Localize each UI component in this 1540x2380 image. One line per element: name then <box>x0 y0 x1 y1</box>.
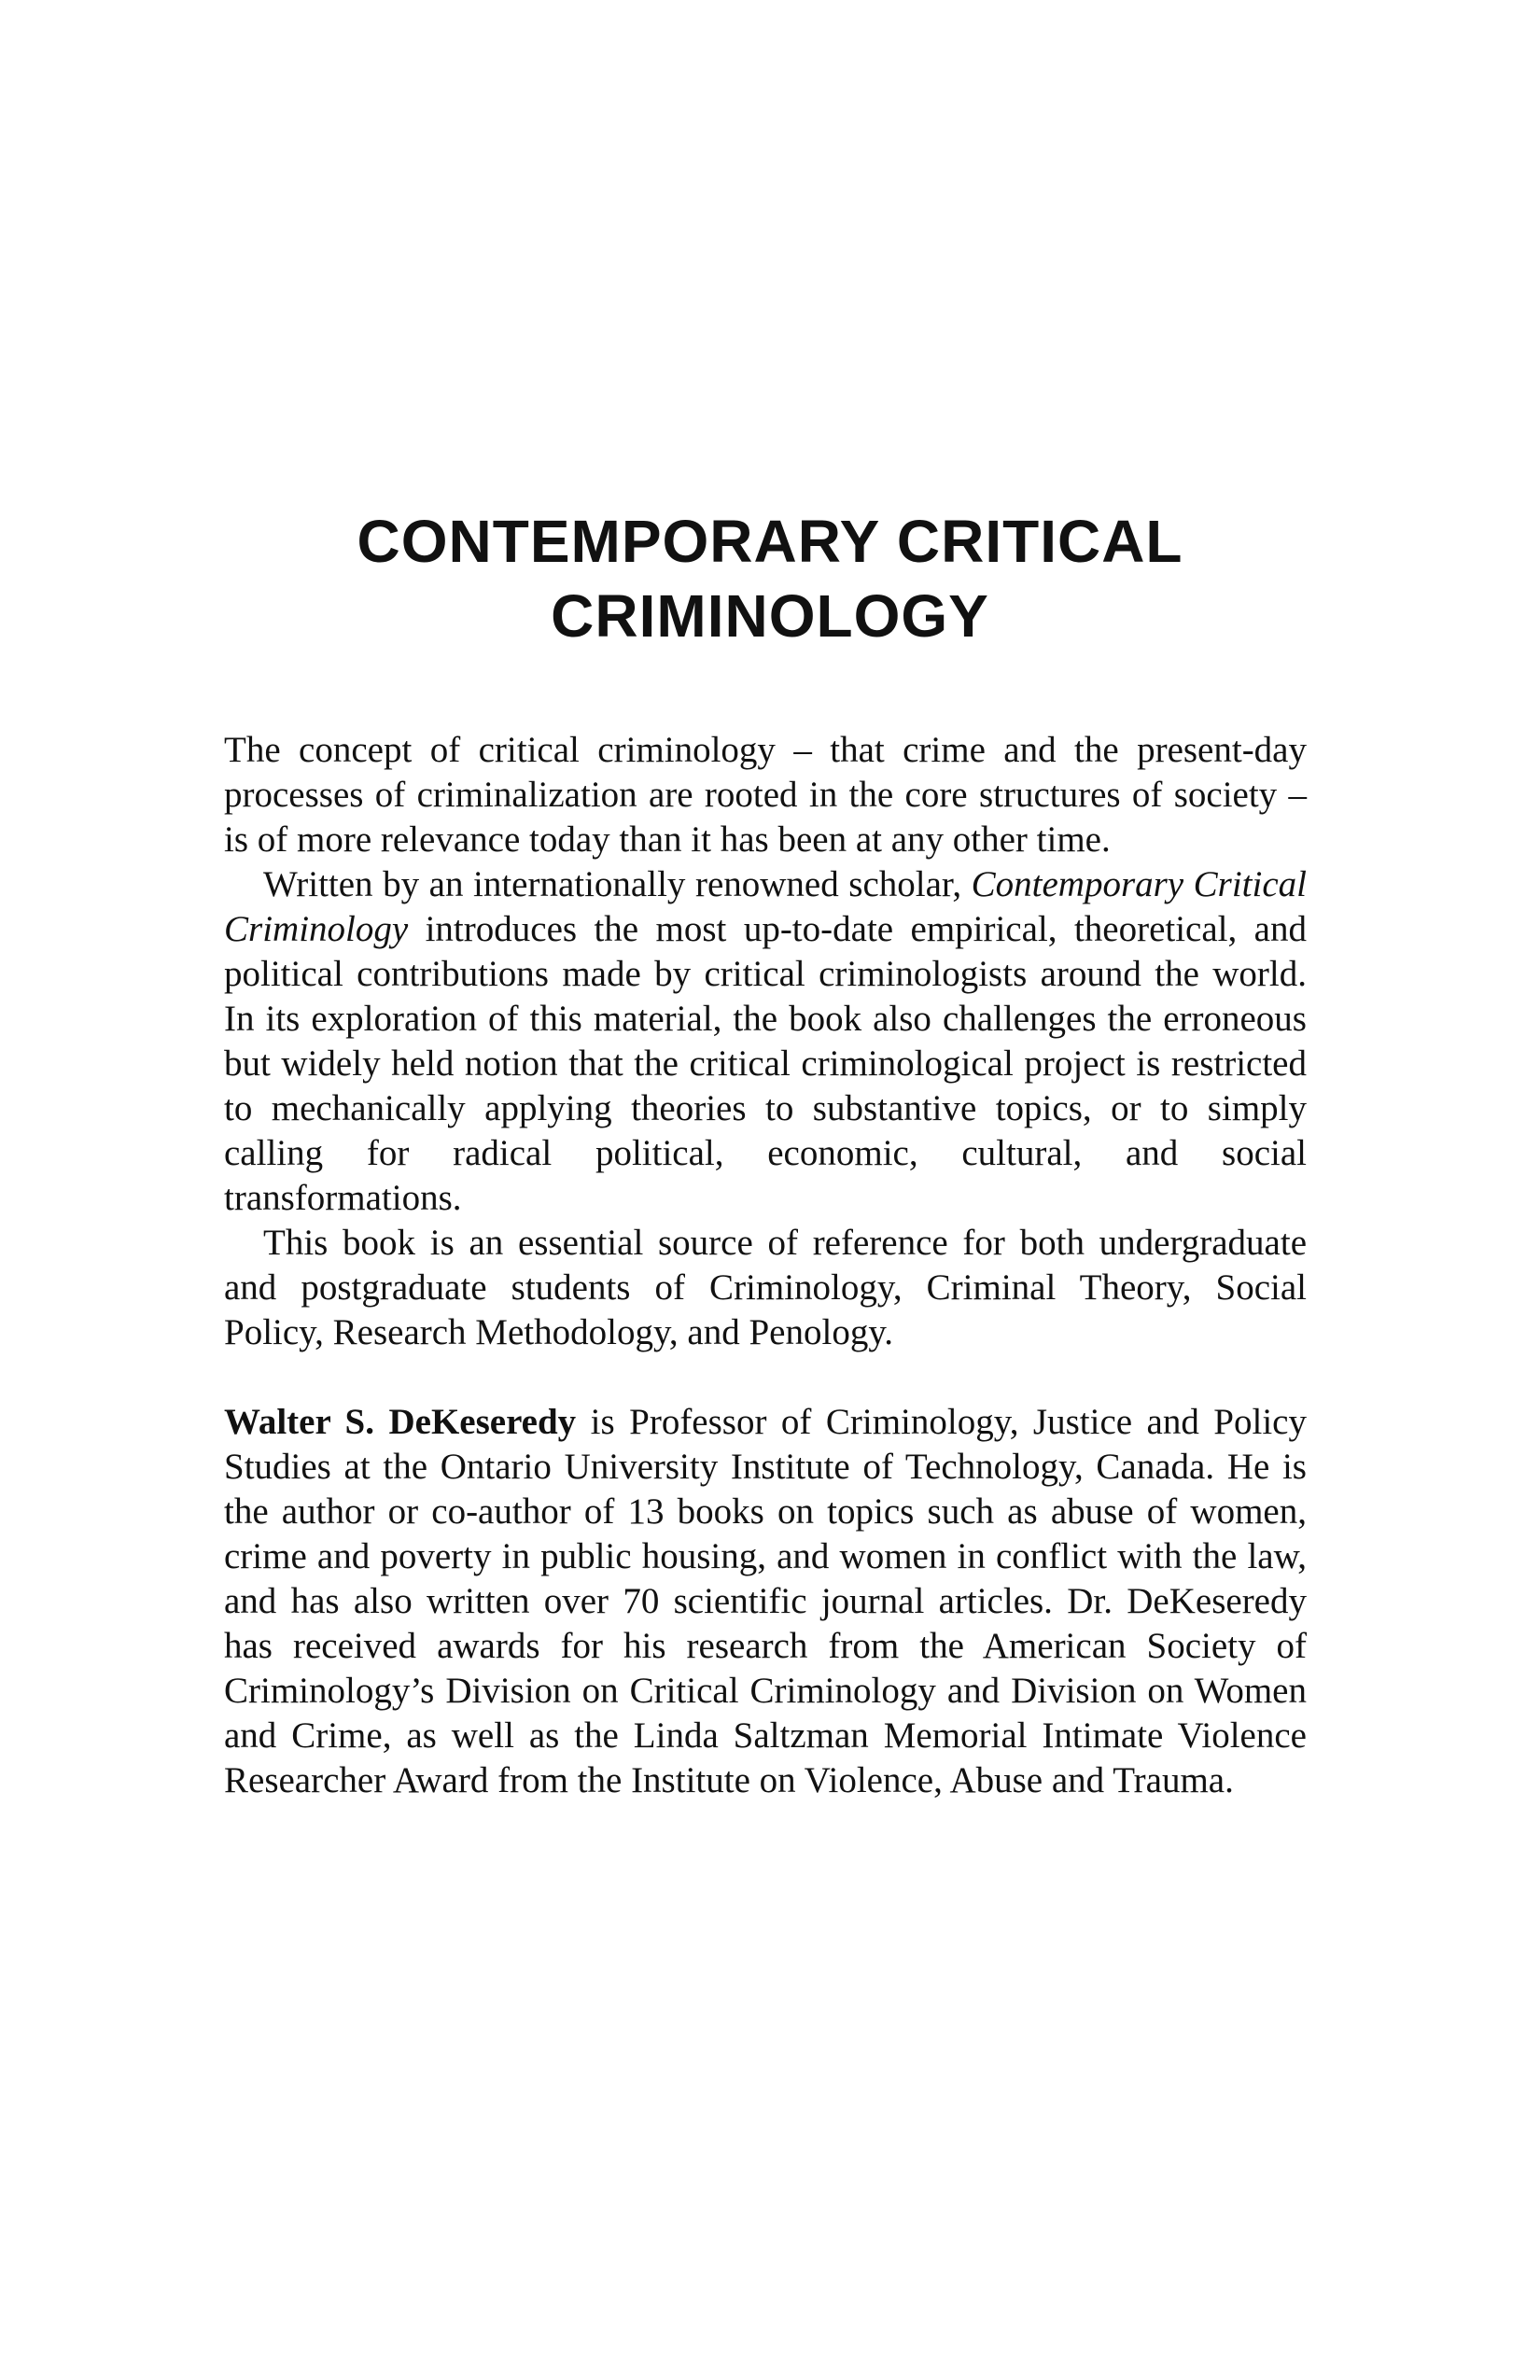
author-bio-text: is Professor of Criminology, Justice and Policy Studies at the Ontario University Institute of Technology, Canada. He is the author or co-author of 13 books on topics such as abuse of women, crime and poverty in public housing, and women in conflict with the law, and has also written over 70 scientific journal articles. Dr. DeKeseredy has received awards for his research from the American Society of Criminology’s Division on Critical Criminology and Division on Women and Crime, as well as the Linda Saltzman Memorial Intimate Violence Researcher Award from the Institute on Violence, Abuse and Trauma. <box>224 1402 1307 1800</box>
paragraph-2-body: introduces the most up-to-date empirical, theoretical, and political contributions made by critical criminologists around the world. In its exploration of this material, the book also challenges the erroneous but widely held notion that the critical criminological project is restricted to mechanically applying theories to substantive topics, or to simply calling for radical political, economic, cultural, and social transformations. <box>224 909 1307 1218</box>
book-title <box>224 504 1316 653</box>
book-description <box>224 728 1307 1803</box>
description-paragraph-2 <box>224 862 1307 1221</box>
paragraph-2-intro: Written by an internationally renowned scholar, <box>263 864 972 904</box>
book-title-italic: Contemporary Critical Criminology <box>224 864 1307 949</box>
description-paragraph-1: The concept of critical criminology – that crime and the present-day processes of criminalization are rooted in the core structures of society – is of more relevance today than it has been at any other time. <box>224 730 1307 860</box>
author-bio <box>224 1400 1307 1803</box>
book-title-line-1: CONTEMPORARY CRITICAL <box>357 508 1183 575</box>
description-paragraph-3: This book is an essential source of reference for both undergraduate and postgraduate students of Criminology, Criminal Theory, Social Policy, Research Methodology, and Penology. <box>224 1223 1307 1352</box>
book-title-line-2: CRIMINOLOGY <box>551 582 989 650</box>
author-name: Walter S. DeKeseredy <box>224 1402 577 1442</box>
